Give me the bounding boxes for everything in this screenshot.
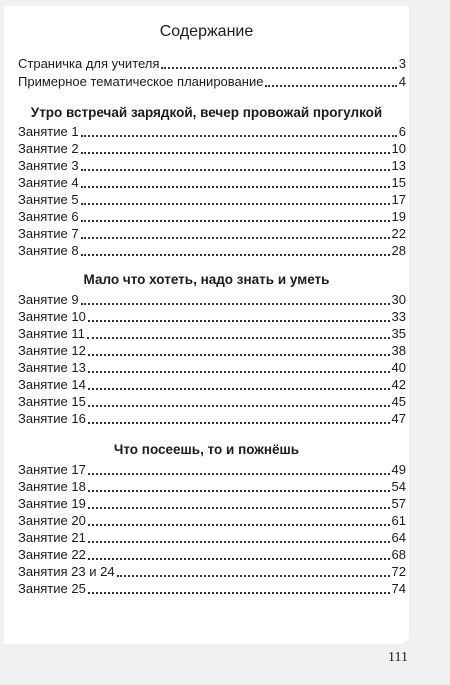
dot-leader [88, 558, 390, 560]
dot-leader [81, 254, 390, 256]
dot-leader [81, 135, 397, 137]
dot-leader [81, 303, 390, 305]
dot-leader [88, 541, 390, 543]
toc-entry-label: Занятие 25 [18, 581, 86, 596]
toc-entry-page: 33 [391, 309, 406, 324]
toc-entry-label: Занятие 10 [18, 309, 86, 324]
toc-entry-label: Примерное тематическое планирование [18, 74, 264, 89]
toc-entry-page: 10 [391, 141, 406, 156]
toc-entry-label: Занятие 1 [18, 124, 79, 139]
toc-entry-label: Занятие 12 [18, 343, 86, 358]
dot-leader [88, 371, 390, 373]
toc-entry-page: 30 [391, 292, 406, 307]
toc-entry-label: Занятие 17 [18, 462, 86, 477]
toc-entry [18, 563, 406, 580]
dot-leader [88, 592, 390, 594]
toc-entry-page: 61 [391, 513, 406, 528]
toc-entry-page: 13 [391, 158, 406, 173]
toc-entry-page: 38 [391, 343, 406, 358]
toc-entry-intro [18, 73, 406, 90]
toc-entry [18, 410, 406, 427]
toc-entry-page: 42 [391, 377, 406, 392]
dot-leader [88, 473, 390, 475]
section-heading: Мало что хотеть, надо знать и уметь [83, 272, 330, 287]
toc-entry-label: Занятие 3 [18, 158, 79, 173]
toc-entry-page: 54 [391, 479, 406, 494]
dot-leader [161, 67, 396, 69]
toc-entry-label: Занятие 2 [18, 141, 79, 156]
toc-entry [18, 512, 406, 529]
toc-entry-page: 45 [391, 394, 406, 409]
dot-leader [88, 320, 390, 322]
toc-entry [18, 495, 406, 512]
toc-entry-label: Занятие 11 [18, 326, 85, 341]
toc-entry-label: Занятие 8 [18, 243, 79, 258]
toc-entry-label: Занятие 20 [18, 513, 86, 528]
toc-entry-label: Занятие 18 [18, 479, 86, 494]
toc-entry-label: Занятие 22 [18, 547, 86, 562]
toc-entry-label: Занятие 9 [18, 292, 79, 307]
toc-entry-page: 35 [391, 326, 406, 341]
toc-entry [18, 461, 406, 478]
section-heading: Утро встречай зарядкой, вечер провожай прогулкой [30, 105, 383, 120]
toc-entry [18, 376, 406, 393]
dot-leader [88, 524, 390, 526]
dot-leader [88, 507, 390, 509]
dot-leader [81, 237, 390, 239]
toc-entry-page: 4 [398, 74, 406, 89]
dot-leader [88, 490, 390, 492]
toc-entry-page: 28 [391, 243, 406, 258]
toc-entry [18, 208, 406, 225]
toc-entry-page: 15 [391, 175, 406, 190]
toc-entry-label: Занятия 23 и 24 [18, 564, 115, 579]
dot-leader [81, 220, 390, 222]
toc-entry-page: 22 [391, 226, 406, 241]
dot-leader [88, 422, 390, 424]
toc-entry-label: Страничка для учителя [18, 56, 160, 71]
toc-entry [18, 174, 406, 191]
dot-leader [88, 388, 390, 390]
toc-entry-page: 19 [391, 209, 406, 224]
toc-entry [18, 325, 406, 342]
book-page [4, 6, 409, 644]
dot-leader [265, 85, 396, 87]
toc-entry [18, 342, 406, 359]
toc-entry [18, 478, 406, 495]
dot-leader [81, 186, 390, 188]
toc-entry-label: Занятие 19 [18, 496, 86, 511]
toc-entry-label: Занятие 7 [18, 226, 79, 241]
toc-entry-page: 68 [391, 547, 406, 562]
toc-entry-page: 74 [391, 581, 406, 596]
toc-entry [18, 242, 406, 259]
toc-entry [18, 546, 406, 563]
toc-entry-label: Занятие 16 [18, 411, 86, 426]
toc-entry-page: 57 [391, 496, 406, 511]
dot-leader [81, 152, 390, 154]
toc-entry [18, 191, 406, 208]
toc-entry [18, 291, 406, 308]
toc-entry-page: 6 [398, 124, 406, 139]
toc-entry [18, 157, 406, 174]
toc-entry-page: 17 [391, 192, 406, 207]
toc-entry-label: Занятие 21 [18, 530, 86, 545]
dot-leader [81, 169, 390, 171]
toc-entry-page: 72 [391, 564, 406, 579]
dot-leader [117, 575, 390, 577]
toc-entry-label: Занятие 15 [18, 394, 86, 409]
toc-entry-label: Занятие 14 [18, 377, 86, 392]
toc-entry [18, 529, 406, 546]
toc-entry-label: Занятие 13 [18, 360, 86, 375]
toc-entry [18, 140, 406, 157]
toc-entry-page: 3 [398, 56, 406, 71]
toc-entry [18, 359, 406, 376]
toc-entry-intro [18, 55, 406, 72]
toc-entry-label: Занятие 5 [18, 192, 79, 207]
section-heading: Что посеешь, то и пожнёшь [113, 442, 300, 457]
toc-entry-page: 64 [391, 530, 406, 545]
toc-entry [18, 393, 406, 410]
dot-leader [81, 203, 390, 205]
toc-entry-label: Занятие 6 [18, 209, 79, 224]
toc-entry-label: Занятие 4 [18, 175, 79, 190]
dot-leader [87, 337, 390, 339]
toc-entry-page: 40 [391, 360, 406, 375]
dot-leader [88, 405, 390, 407]
toc-entry [18, 123, 406, 140]
dot-leader [88, 354, 390, 356]
toc-entry [18, 580, 406, 597]
toc-entry-page: 47 [391, 411, 406, 426]
toc-entry [18, 225, 406, 242]
page-title: Содержание [159, 23, 254, 40]
page-number: 111 [388, 650, 408, 665]
toc-entry [18, 308, 406, 325]
toc-entry-page: 49 [391, 462, 406, 477]
